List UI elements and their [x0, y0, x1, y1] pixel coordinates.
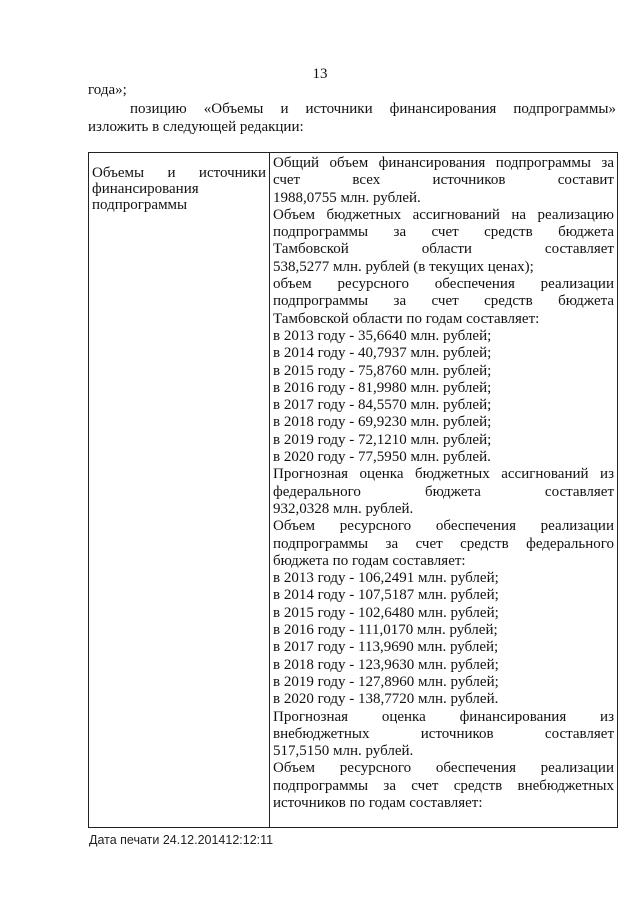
content-line: Общий объем финансирования подпрограммы за: [273, 155, 614, 171]
funding-table: [88, 152, 618, 828]
content-line: Прогнозная оценка бюджетных ассигнований из: [273, 466, 614, 483]
content-line: в 2020 году - 77,5950 млн. рублей.: [273, 449, 491, 466]
print-date-footer: Дата печати 24.12.201412:12:11: [89, 833, 274, 847]
content-line: 517,5150 млн. рублей.: [273, 743, 414, 760]
intro-line-3: изложить в следующей редакции:: [88, 119, 304, 135]
content-line: в 2013 году - 35,6640 млн. рублей;: [273, 327, 492, 344]
table-cell-label: [89, 153, 270, 828]
content-line: в 2015 году - 75,8760 млн. рублей;: [273, 362, 492, 379]
content-line: в 2016 году - 111,0170 млн. рублей;: [273, 622, 498, 639]
content-line: в 2017 году - 113,9690 млн. рублей;: [273, 639, 499, 656]
content-line: Объем ресурсного обеспечения реализации: [273, 760, 614, 777]
row-label-line: финансирования: [92, 181, 199, 197]
row-label-line: подпрограммы: [92, 197, 188, 213]
content-line: 1988,0755 млн. рублей.: [273, 189, 421, 206]
content-line: в 2017 году - 84,5570 млн. рублей;: [273, 397, 492, 414]
row-label-line: Объемы и источники: [92, 165, 266, 181]
content-line: Прогнозная оценка финансирования из: [273, 708, 614, 725]
content-line: в 2016 году - 81,9980 млн. рублей;: [273, 379, 492, 396]
content-line: внебюджетных источников составляет: [273, 725, 614, 742]
content-line: в 2019 году - 72,1210 млн. рублей;: [273, 431, 492, 448]
content-line: федерального бюджета составляет: [273, 483, 614, 500]
content-line: счет всех источников составит: [273, 172, 614, 189]
content-line: в 2018 году - 69,9230 млн. рублей;: [273, 414, 492, 431]
content-line: в 2015 году - 102,6480 млн. рублей;: [273, 604, 499, 621]
content-line: объем ресурсного обеспечения реализации: [273, 276, 614, 293]
content-line: в 2013 году - 106,2491 млн. рублей;: [273, 570, 499, 587]
content-line: Тамбовской области по годам составляет:: [273, 310, 540, 327]
page-number: 13: [312, 66, 328, 82]
content-line: в 2014 году - 107,5187 млн. рублей;: [273, 587, 499, 604]
content-line: источников по годам составляет:: [273, 794, 483, 811]
table-row: [89, 153, 618, 828]
content-line: подпрограммы за счет средств бюджета: [273, 293, 614, 310]
content-line: в 2014 году - 40,7937 млн. рублей;: [273, 345, 492, 362]
content-line: подпрограммы за счет средств бюджета: [273, 224, 614, 241]
row-label: [92, 155, 266, 213]
content-line: в 2020 году - 138,7720 млн. рублей.: [273, 691, 499, 708]
intro-line-1: года»;: [88, 82, 127, 98]
intro-line-2: позицию «Объемы и источники финансирования подпрограммы»: [130, 101, 616, 117]
content-line: бюджета по годам составляет:: [273, 552, 466, 569]
content-line: в 2018 году - 123,9630 млн. рублей;: [273, 656, 499, 673]
content-line: Тамбовской области составляет: [273, 241, 614, 258]
content-line: 932,0328 млн. рублей.: [273, 500, 414, 517]
content-line: Объем бюджетных ассигнований на реализацию: [273, 206, 614, 223]
table-cell-content: [270, 153, 618, 828]
content-line: подпрограммы за счет средств федерального: [273, 535, 614, 552]
content-line: Объем ресурсного обеспечения реализации: [273, 518, 614, 535]
content-line: подпрограммы за счет средств внебюджетных: [273, 777, 614, 794]
content-line: в 2019 году - 127,8960 млн. рублей;: [273, 673, 499, 690]
content-line: 538,5277 млн. рублей (в текущих ценах);: [273, 258, 534, 275]
intro-paragraph: [88, 100, 616, 136]
